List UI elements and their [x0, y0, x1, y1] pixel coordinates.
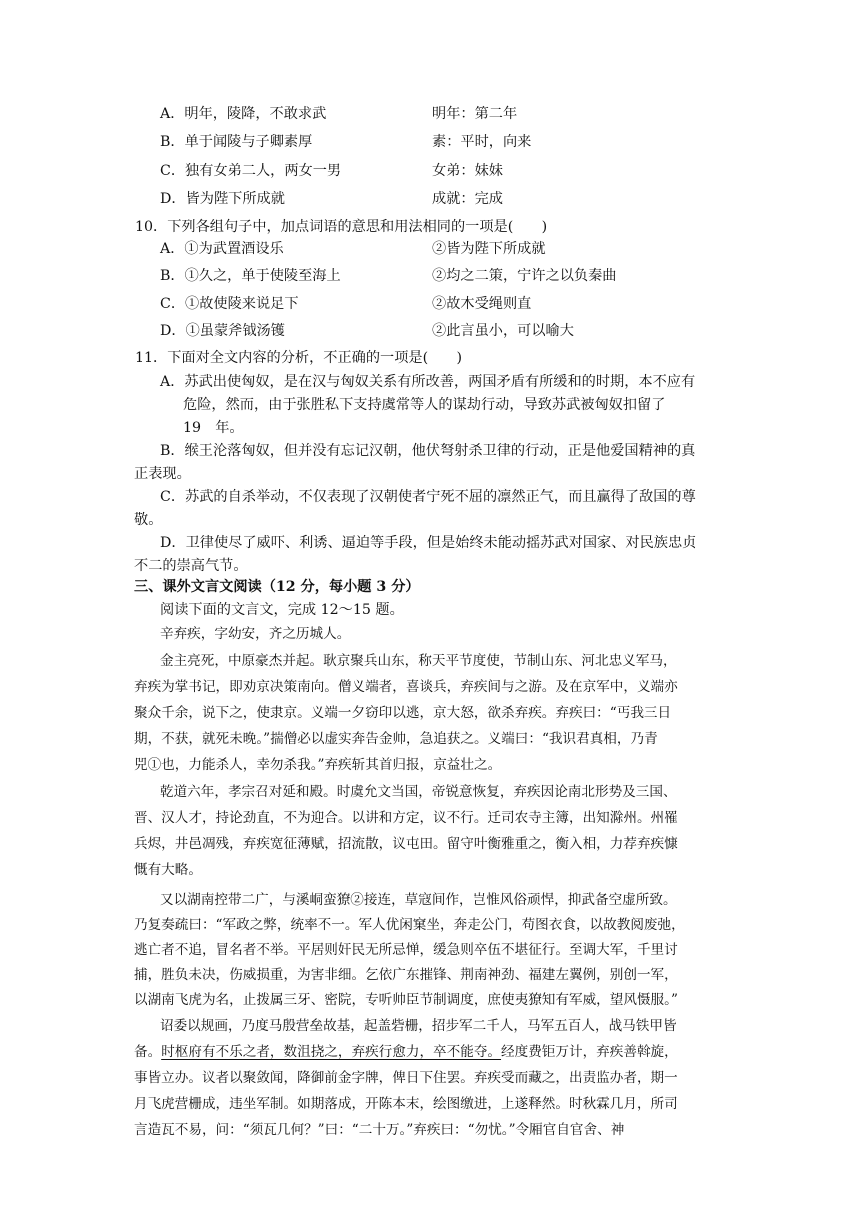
passage-p5-text: 备。	[134, 1044, 162, 1060]
q11-option-c-line1: C．苏武的自杀举动，不仅表现了汉朝使者宁死不屈的凛然正气，而且赢得了敌国的尊	[160, 489, 696, 505]
section-instruction: 阅读下面的文言文，完成 12～15 题。	[160, 602, 404, 618]
q11-option-b-line1: B．缑王沦落匈奴，但并没有忘记汉朝，他伏弩射杀卫律的行动，正是他爱国精神的真	[160, 443, 696, 459]
q9-option-c-gloss: 女弟：妹妹	[432, 163, 503, 179]
q10-option-c-right: ②故木受绳则直	[432, 296, 532, 312]
q11-option-d-line2: 不二的崇高气节。	[134, 558, 248, 574]
passage-p1: 辛弃疾，字幼安，齐之历城人。	[160, 626, 351, 642]
q11-option-d-line1: D．卫律使尽了威吓、利诱、逼迫等手段，但是始终未能动摇苏武对国家、对民族忠贞	[160, 535, 697, 551]
passage-p3-line: 乾道六年，孝宗召对延和殿。时虞允文当国，帝锐意恢复，弃疾因论南北形势及三国、	[160, 784, 677, 800]
q10-option-c	[160, 294, 532, 314]
q9-option-c-text: C．独有女弟二人，两女一男	[160, 163, 342, 179]
passage-p4-line: 逃亡者不追，冒名者不举。平居则奸民无所忌惮，缓急则卒伍不堪征行。至调大军，千里讨	[134, 942, 678, 958]
q10-stem: 10．下列各组句子中，加点词语的意思和用法相同的一项是( )	[135, 219, 548, 235]
passage-p5-text: 经度费钜万计，弃疾善斡旋，	[501, 1044, 678, 1060]
q10-option-a-right: ②皆为陛下所成就	[432, 241, 546, 257]
passage-p4-line: 乃复奏疏曰：“军政之弊，统率不一。军人优闲窠坐，奔走公门，苟图衣食，以故教阅废弛，	[134, 917, 685, 933]
q10-option-b-right: ②均之二策，宁许之以负秦曲	[432, 268, 617, 284]
q10-option-a-left: A．①为武置酒设乐	[160, 241, 284, 257]
q9-option-a-text: A．明年，陵降，不敢求武	[160, 106, 327, 122]
passage-p5-line: 月飞虎营栅成，违坐军制。如期落成，开陈本末，绘图缴进，上遂释然。时秋霖几月，所司	[134, 1096, 678, 1112]
passage-p5-line: 言造瓦不易，问：“须瓦几何？”曰：“二十万。”弃疾曰：“勿忧。”令厢官自官舍、神	[134, 1122, 625, 1138]
q9-option-a-gloss: 明年：第二年	[432, 106, 518, 122]
passage-p3-line: 晋、汉人才，持论劲直，不为迎合。以讲和方定，议不行。迁司农寺主簿，出知滁州。州罹	[134, 810, 678, 826]
passage-p2-line: 兕①也，力能杀人，幸勿杀我。”弃疾斩其首归报，京益壮之。	[134, 757, 502, 773]
passage-p5-line2	[134, 1042, 678, 1062]
q10-option-c-left: C．①故使陵来说足下	[160, 296, 299, 312]
q9-option-d-gloss: 成就：完成	[432, 191, 503, 207]
q9-option-c	[160, 161, 503, 181]
q9-option-b-text: B．单于闻陵与子卿素厚	[160, 134, 313, 150]
q9-option-d	[160, 189, 503, 209]
q10-option-d	[160, 321, 574, 341]
passage-p4-line: 捕，胜负未决，伤威损重，为害非细。乞依广东摧锋、荆南神劲、福建左翼例，别创一军，	[134, 967, 678, 983]
q10-option-b-left: B．①久之，单于使陵至海上	[160, 268, 341, 284]
q9-option-b	[160, 132, 532, 152]
section-heading: 三、课外文言文阅读（12 分，每小题 3 分）	[134, 579, 420, 595]
passage-p3-line: 慨有大略。	[134, 862, 202, 878]
q11-option-a-line2: 危险，然而，由于张胜私下支持虞常等人的谋劫行动，导致苏武被匈奴扣留了	[183, 397, 666, 413]
q11-option-a-line3: 19 年。	[183, 420, 244, 436]
passage-p2-line: 聚众千余，说下之，使隶京。义端一夕窃印以逃，京大怒，欲杀弃疾。弃疾曰：“丐我三日	[134, 705, 672, 721]
passage-p2-line: 金主亮死，中原豪杰并起。耿京聚兵山东，称天平节度使，节制山东、河北忠义军马，	[160, 653, 677, 669]
q9-option-b-gloss: 素：平时，向来	[432, 134, 532, 150]
passage-underlined-sentence: 时枢府有不乐之者，数沮挠之，弃疾行愈力，卒不能夺。	[161, 1044, 502, 1060]
passage-p3-line: 兵烬，井邑凋残，弃疾宽征薄赋，招流散，议屯田。留守叶衡雅重之，衡入相，力荐弃疾慷	[134, 836, 678, 852]
passage-p5-line: 事皆立办。议者以聚敛闻，降御前金字牌，俾日下住罢。弃疾受而藏之，出责监办者，期一	[134, 1070, 678, 1086]
q10-option-d-right: ②此言虽小，可以喻大	[432, 323, 574, 339]
q9-option-a	[160, 104, 518, 124]
passage-p2-line: 期，不获，就死未晚。”揣僧必以虚实奔告金帅，急追获之。义端曰：“我识君真相，乃青	[134, 731, 658, 747]
q10-option-d-left: D．①虽蒙斧钺汤镬	[160, 323, 285, 339]
q10-option-a	[160, 239, 546, 259]
passage-p5-line: 诏委以规画，乃度马殷营垒故基，起盖砦栅，招步军二千人，马军五百人，战马铁甲皆	[160, 1018, 677, 1034]
q11-option-c-line2: 敬。	[134, 512, 163, 528]
q10-option-b	[160, 266, 617, 286]
q11-stem: 11．下面对全文内容的分析，不正确的一项是( )	[135, 350, 463, 366]
passage-p2-line: 弃疾为掌书记，即劝京决策南向。僧义端者，喜谈兵，弃疾间与之游。及在京军中，义端亦	[134, 679, 678, 695]
passage-p4-line: 又以湖南控带二广，与溪峒蛮獠②接连，草寇间作，岂惟风俗顽悍，抑武备空虚所致。	[160, 892, 677, 908]
q9-option-d-text: D．皆为陛下所成就	[160, 191, 285, 207]
q11-option-a-line1: A．苏武出使匈奴，是在汉与匈奴关系有所改善，两国矛盾有所缓和的时期，本不应有	[160, 374, 696, 390]
passage-p4-line: 以湖南飞虎为名，止拨属三牙、密院，专听帅臣节制调度，庶使夷獠知有军威，望风慑服。”	[134, 992, 678, 1008]
q11-option-b-line2: 正表现。	[134, 466, 191, 482]
